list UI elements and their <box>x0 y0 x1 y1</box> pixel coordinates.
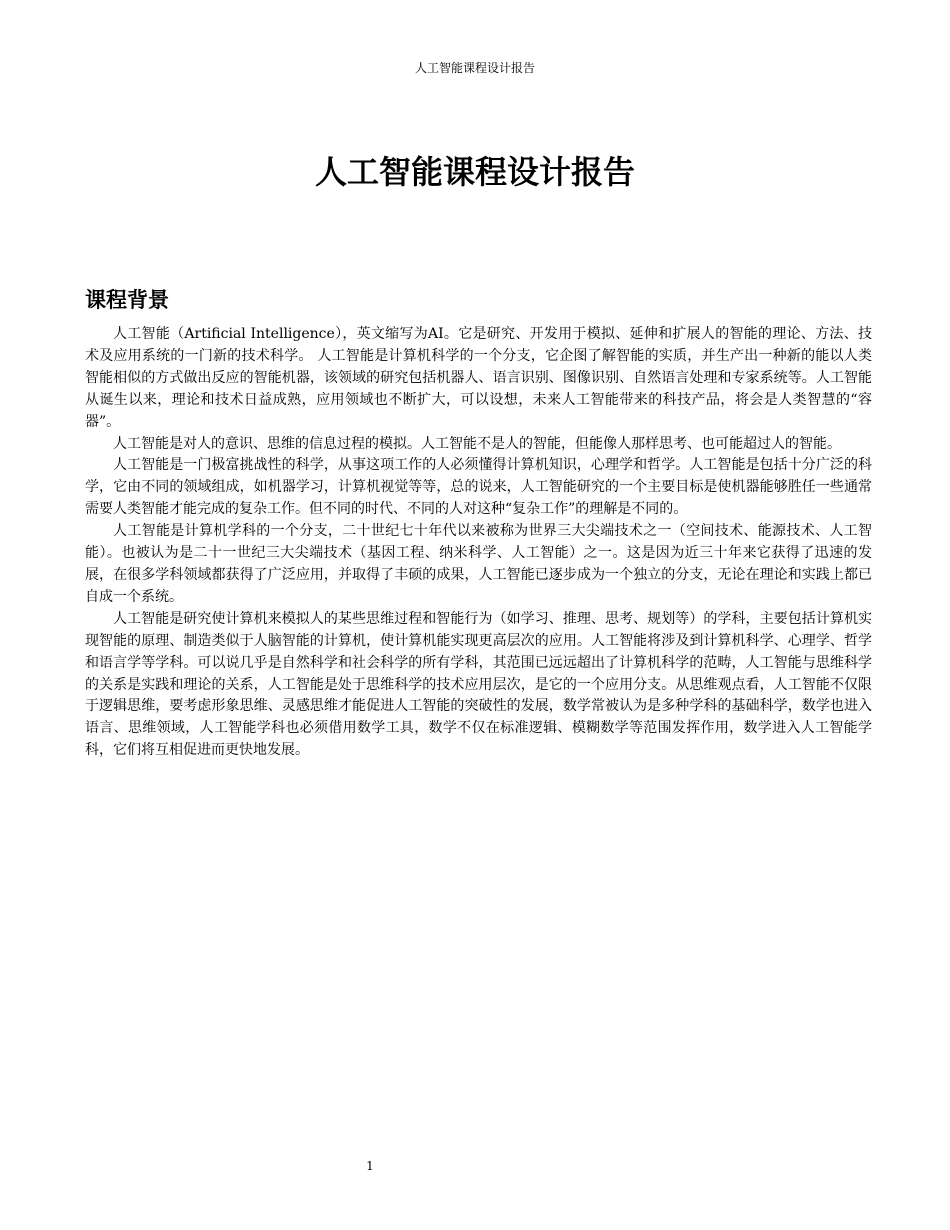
section-heading: 课程背景 <box>85 288 169 312</box>
paragraph: 人工智能是计算机学科的一个分支，二十世纪七十年代以来被称为世界三大尖端技术之一（空间技术、能源技术、人工智能）。也被认为是二十一世纪三大尖端技术（基因工程、纳米科学、人工智能）之一。这是因为近三十年来它获得了迅速的发展，在很多学科领域都获得了广泛应用，并取得了丰硕的成果，人工智能已逐步成为一个独立的分支，无论在理论和实践上都已自成一个系统。 <box>85 523 872 605</box>
body-text <box>85 324 872 762</box>
paragraph: 人工智能（Artificial Intelligence），英文缩写为AI。它是研究、开发用于模拟、延伸和扩展人的智能的理论、方法、技术及应用系统的一门新的技术科学。 人工智能是计算机科学的一个分支，它企图了解智能的实质，并生产出一种新的能以人类智能相似的方式做出反应的智能机器，该领域的研究包括机器人、语言识别、图像识别、自然语言处理和专家系统等。人工智能从诞生以来，理论和技术日益成熟，应用领域也不断扩大，可以设想，未来人工智能带来的科技产品，将会是人类智慧的“容器”。 <box>85 326 872 430</box>
paragraph: 人工智能是研究使计算机来模拟人的某些思维过程和智能行为（如学习、推理、思考、规划等）的学科，主要包括计算机实现智能的原理、制造类似于人脑智能的计算机，使计算机能实现更高层次的应用。人工智能将涉及到计算机科学、心理学、哲学和语言学等学科。可以说几乎是自然科学和社会科学的所有学科，其范围已远远超出了计算机科学的范畴，人工智能与思维科学的关系是实践和理论的关系，人工智能是处于思维科学的技术应用层次，是它的一个应用分支。从思维观点看，人工智能不仅限于逻辑思维，要考虑形象思维、灵感思维才能促进人工智能的突破性的发展，数学常被认为是多种学科的基础科学，数学也进入语言、思维领域，人工智能学科也必须借用数学工具，数学不仅在标准逻辑、模糊数学等范围发挥作用，数学进入人工智能学科，它们将互相促进而更快地发展。 <box>85 610 872 759</box>
paragraph: 人工智能是对人的意识、思维的信息过程的模拟。人工智能不是人的智能，但能像人那样思考、也可能超过人的智能。 <box>113 435 841 452</box>
page-number: 1 <box>366 1159 374 1173</box>
paragraph: 人工智能是一门极富挑战性的科学，从事这项工作的人必须懂得计算机知识，心理学和哲学。人工智能是包括十分广泛的科学，它由不同的领域组成，如机器学习，计算机视觉等等，总的说来，人工智能研究的一个主要目标是使机器能够胜任一些通常需要人类智能才能完成的复杂工作。但不同的时代、不同的人对这种“复杂工作”的理解是不同的。 <box>85 457 872 518</box>
document-title: 人工智能课程设计报告 <box>314 153 635 191</box>
running-header: 人工智能课程设计报告 <box>414 61 535 75</box>
